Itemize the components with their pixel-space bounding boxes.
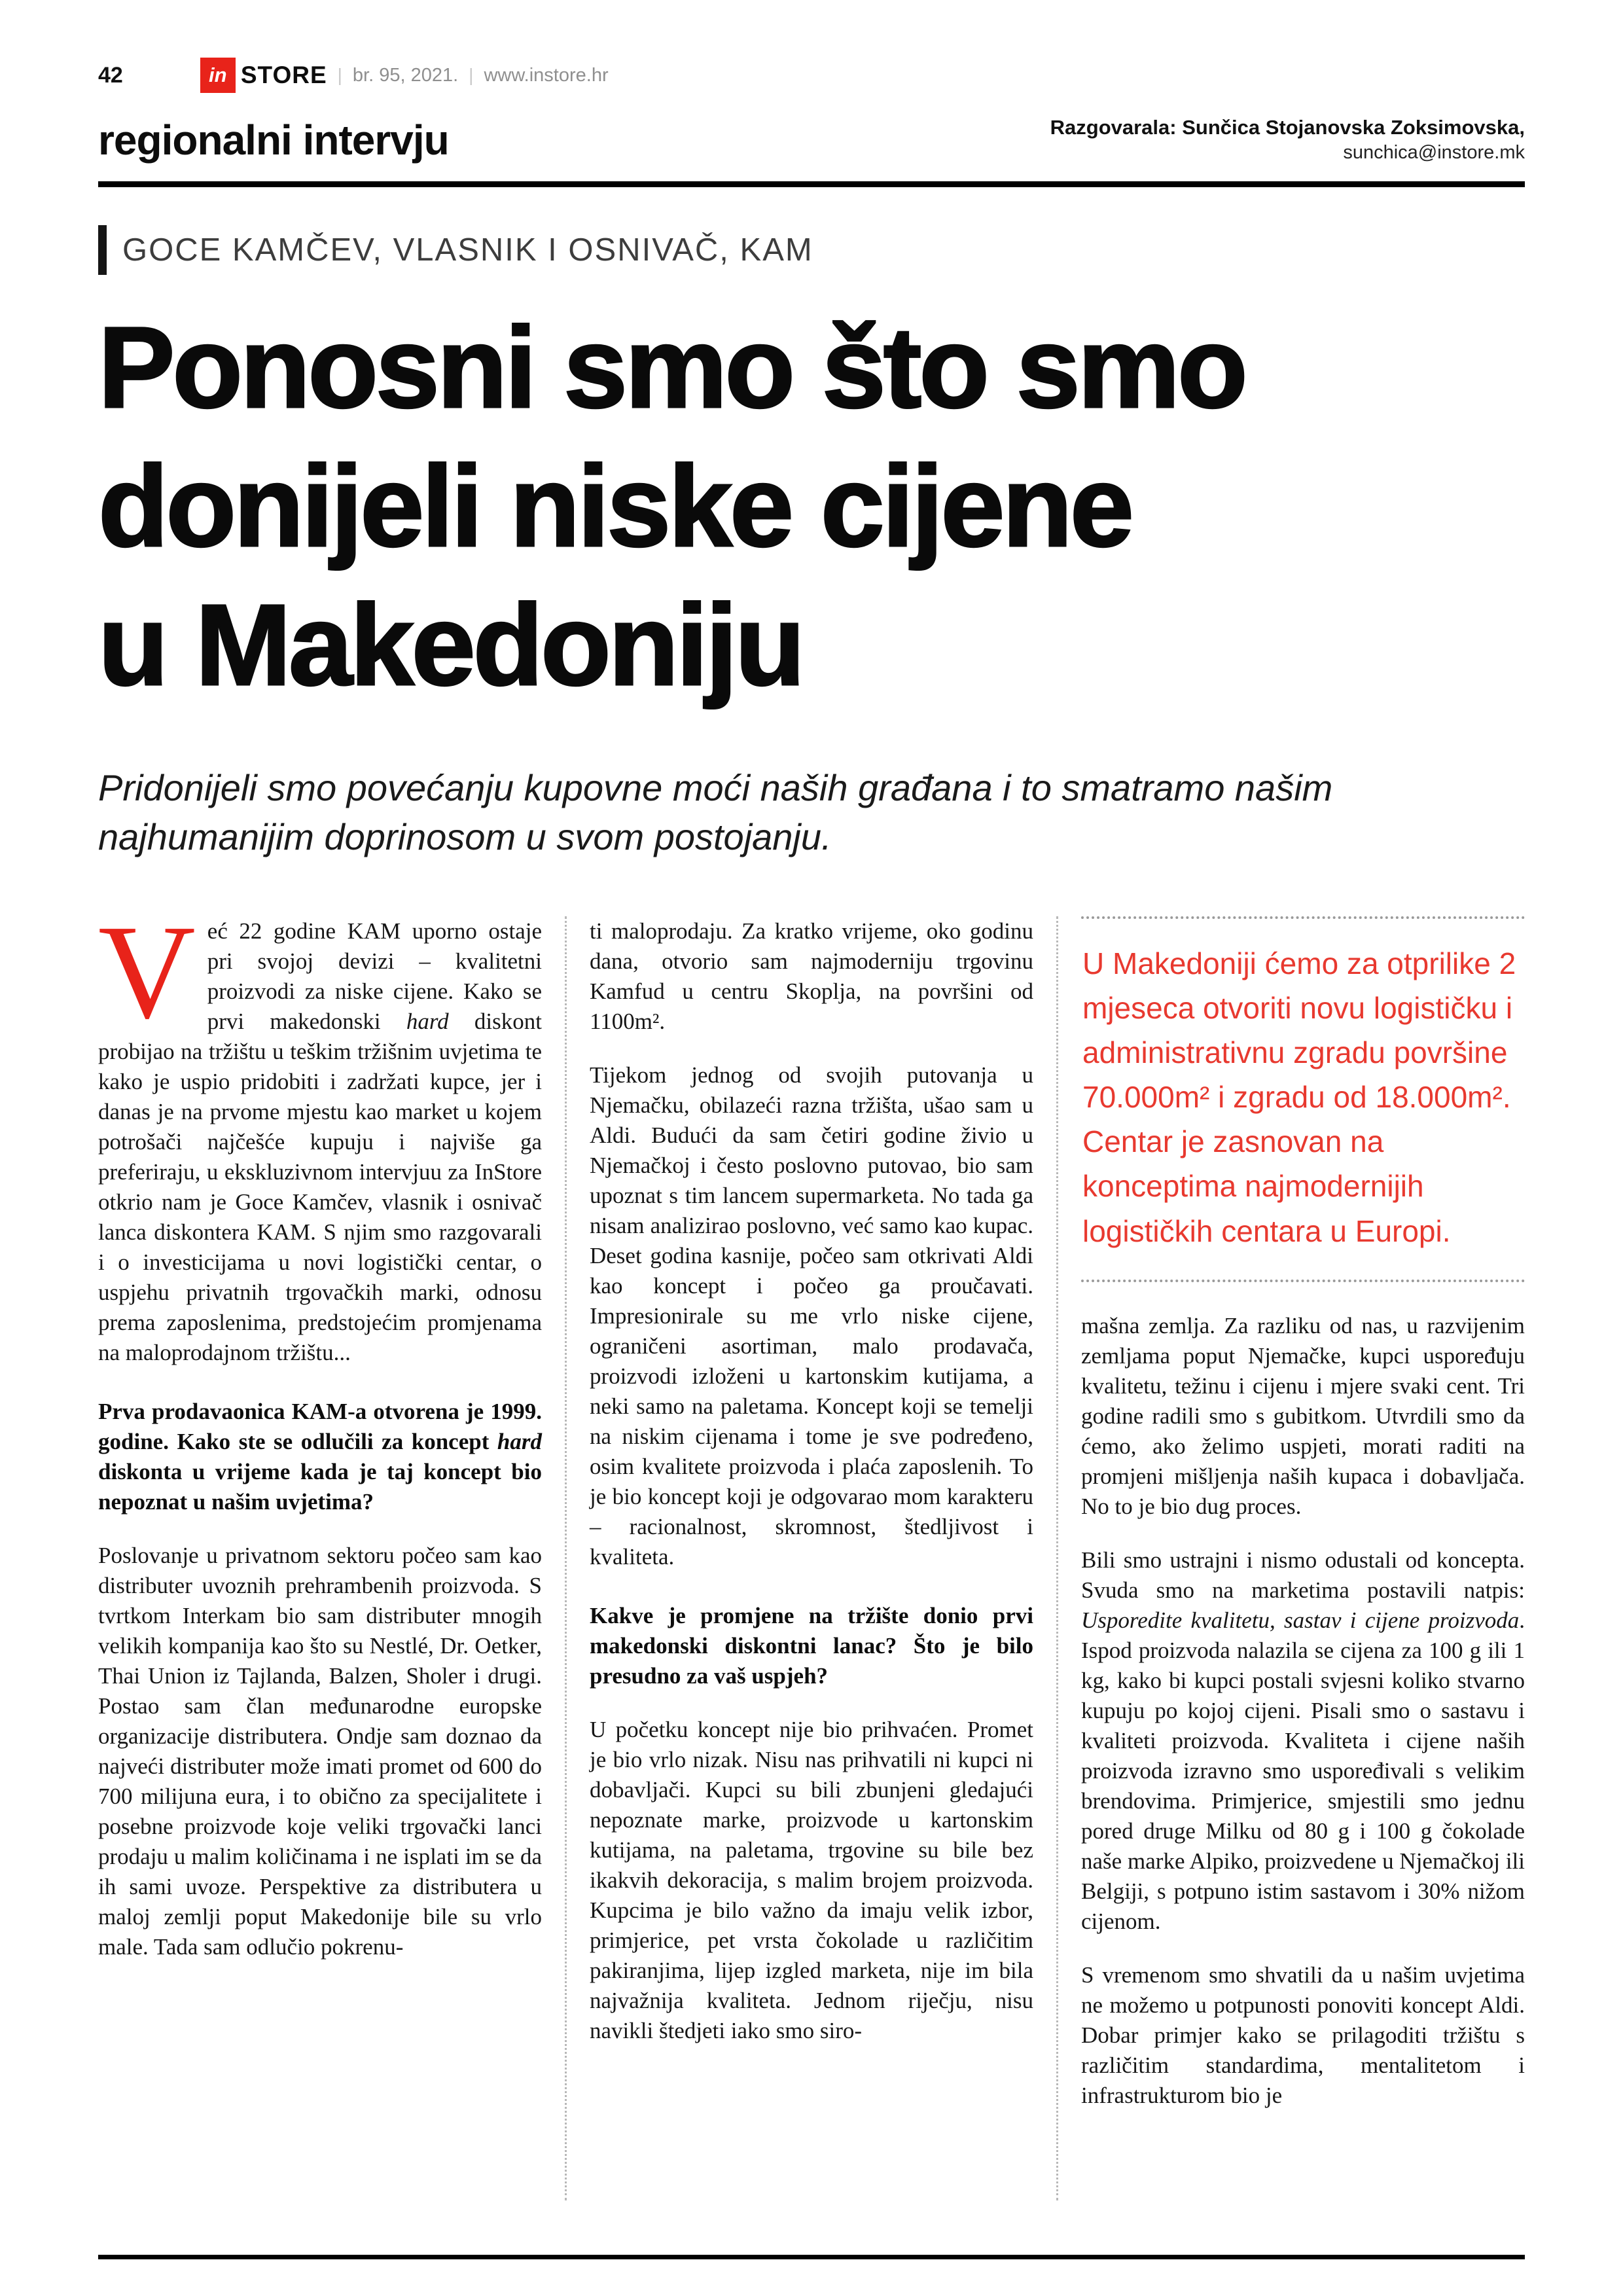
kicker bbox=[98, 225, 1525, 275]
body-paragraph: Već 22 godine KAM uporno ostaje pri svojoj devizi – kvalitetni proizvodi za niske cijene. Kako se prvi makedonski hard diskont probijao na tržištu u teškim tržišnim uvjetima te kako je uspio pridobiti i zadržati kupce, jer i danas je na prvome mjestu kao market u kojem potrošači najčešće kupuju i najviše ga preferiraju, u ekskluzivnom intervjuu za InStore otkrio nam je Goce Kamčev, vlasnik i osnivač lanca diskontera KAM. S njim smo razgovarali i o investicijama u novi logistički centar, o uspjehu privatnih trgovačkih marki, odnosu prema zaposlenima, predstojećim promjenama na maloprodajnom tržištu... bbox=[98, 916, 542, 1366]
page-number: 42 bbox=[98, 62, 123, 88]
kicker-text: GOCE KAMČEV, VLASNIK I OSNIVAČ, KAM bbox=[122, 232, 813, 268]
drop-cap: V bbox=[98, 916, 196, 1047]
body-paragraph: S vremenom smo shvatili da u našim uvjetima ne možemo u potpunosti ponoviti koncept Aldi. Dobar primjer kako se prilagoditi tržištu s različitim standardima, mentalitetom i infrastrukturom bio je bbox=[1081, 1962, 1525, 2108]
body-paragraph: Tijekom jednog od svojih putovanja u Njemačku, obilazeći razna tržišta, ušao sam u Aldi. Budući da sam četiri godine živio u Njemačkoj i često poslovno putovao, bio sam upoznat s tim lancem supermarketa. No tada ga nisam analizirao poslovno, već samo kao kupac. Deset godina kasnije, počeo sam otkrivati Aldi kao koncept i počeo ga proučavati. Impresionirale su me vrlo niske cijene, ograničeni asortiman, malo prodavača, proizvodi izloženi u kartonskim kutijama, a neki samo na paletama. Koncept koji se temelji na niskim cijenama i tome je sve podređeno, osim kvalitete proizvoda i plaća zaposlenih. To je bio koncept koji je odgovarao mom karakteru – racionalnost, skromnost, štedljivost i kvaliteta. bbox=[590, 1062, 1033, 1570]
standfirst: Pridonijeli smo povećanju kupovne moći naših građana i to smatramo našim najhumanijim doprinosom u svom postojanju. bbox=[98, 767, 1333, 858]
header-separator: | bbox=[337, 65, 342, 85]
website-url: www.instore.hr bbox=[484, 64, 609, 86]
header-separator: | bbox=[469, 65, 474, 85]
headline-line-1: Ponosni smo što smo bbox=[98, 304, 1245, 432]
headline-line-3: u Makedoniju bbox=[98, 581, 803, 709]
logo-in-text: in bbox=[209, 63, 227, 86]
issue-number: br. 95, 2021. bbox=[352, 64, 459, 86]
logo-red-square bbox=[200, 58, 236, 93]
article-columns bbox=[98, 916, 1525, 2200]
headline-line-2: donijeli niske cijene bbox=[98, 442, 1132, 571]
pull-quote: U Makedoniji ćemo za otprilike 2 mjeseca otvoriti novu logističku i administrativnu zgradu površine 70.000m² i zgradu od 18.000m². Centar je zasnovan na konceptima najmodernijih logističkih centara u Europi. bbox=[1081, 916, 1525, 1282]
column-3 bbox=[1081, 916, 1525, 2200]
byline bbox=[1050, 115, 1525, 164]
header-rule bbox=[98, 181, 1525, 187]
column-1 bbox=[98, 916, 542, 2200]
body-paragraph: Bili smo ustrajni i nismo odustali od koncepta. Svuda smo na marketima postavili natpis: Usporedite kvalitetu, sastav i cijene proizvoda. Ispod proizvoda nalazila se cijena za 100 g ili 1 kg, kako bi kupci postali svjesni koliko stvarno kupuju po kojoj cijeni. Pisali smo o sastavu i kvaliteti proizvoda. Kvaliteta i cijene naših proizvoda izravno smo uspoređivali s velikim brendovima. Primjerice, smjestili smo jednu pored druge Milku od 80 g i 100 g čokolade naše marke Alpiko, proizvedene u Njemačkoj ili Belgiji, s potpuno istim sastavom i 30% nižom cijenom. bbox=[1081, 1547, 1525, 1934]
interview-question: Prva prodavaonica KAM-a otvorena je 1999. godine. Kako ste se odlučili za koncept hard diskonta u vrijeme kada je taj koncept bio nepoznat u našim uvjetima? bbox=[98, 1399, 542, 1515]
body-paragraph: Poslovanje u privatnom sektoru počeo sam kao distributer uvoznih prehrambenih proizvoda. S tvrtkom Interkam bio sam distributer mnogih velikih kompanija kao što su Nestlé, Dr. Oetker, Thai Union iz Tajlanda, Balzen, Sholer i drugi. Postao sam član međunarodne europske organizacije distributera. Ondje sam doznao da najveći distributer može imati promet od 600 do 700 milijuna eura, i to obično za specijalitete i posebne proizvode koje veliki trgovački lanci prodaju u malim količinama i ne isplati im se da ih sami uvoze. Perspektive za distributera u maloj zemlji poput Makedonije bile su vrlo male. Tada sam odlučio pokrenu- bbox=[98, 1543, 542, 1960]
body-paragraph: mašna zemlja. Za razliku od nas, u razvijenim zemljama poput Njemačke, kupci uspoređuju kvalitetu, težinu i cijenu i mjere svaki cent. Tri godine radili smo s gubitkom. Utvrdili smo da ćemo, ako želimo uspjeti, morati raditi na promjeni mišljenja naših kupaca i dobavljača. No to je bio dug proces. bbox=[1081, 1312, 1525, 1519]
body-paragraph: U početku koncept nije bio prihvaćen. Promet je bio vrlo nizak. Nisu nas prihvatili ni kupci ni dobavljači. Kupci su bili zbunjeni gledajući nepoznate marke, proizvode u kartonskim kutijama, na paletama, trgovine su bile bez ikakvih dekoracija, s malim brojem proizvoda. Kupcima je bilo važno da imaju velik izbor, primjerice, pet vrsta čokolade u različitim pakiranjima, lijep izgled marketa, nije im bila najvažnija kvaliteta. Jednom riječju, nisu navikli štedjeti iako smo siro- bbox=[590, 1717, 1033, 2044]
column-3-body bbox=[1081, 1311, 1525, 2111]
instore-logo bbox=[200, 58, 327, 93]
body-paragraph: ti maloprodaju. Za kratko vrijeme, oko godinu dana, otvorio sam najmoderniju trgovinu Kamfud u centru Skoplja, na površini od 1100m². bbox=[590, 918, 1033, 1035]
article-headline bbox=[98, 298, 1525, 715]
logo-store-text: STORE bbox=[240, 62, 327, 88]
footer-rule bbox=[98, 2255, 1525, 2259]
page-header bbox=[98, 58, 1525, 93]
byline-author: Razgovarala: Sunčica Stojanovska Zoksimovska, bbox=[1050, 116, 1525, 139]
byline-email: sunchica@instore.mk bbox=[1343, 141, 1525, 163]
column-separator bbox=[565, 916, 567, 2200]
section-title: regionalni intervju bbox=[98, 117, 449, 164]
column-separator bbox=[1056, 916, 1058, 2200]
section-row bbox=[98, 115, 1525, 164]
column-2 bbox=[590, 916, 1033, 2200]
interview-question: Kakve je promjene na tržište donio prvi makedonski diskontni lanac? Što je bilo presudno za vaš uspjeh? bbox=[590, 1603, 1033, 1689]
kicker-bar bbox=[98, 225, 107, 275]
